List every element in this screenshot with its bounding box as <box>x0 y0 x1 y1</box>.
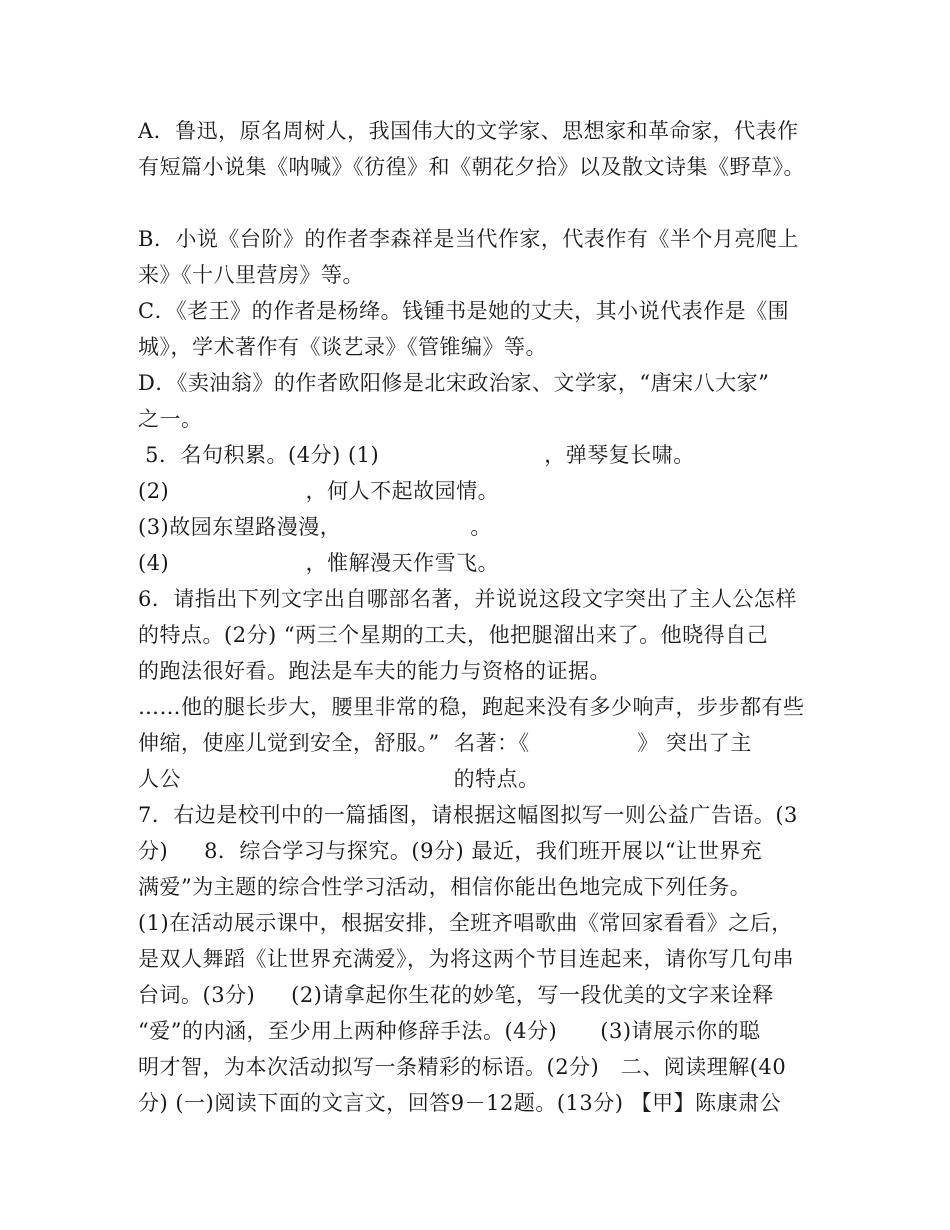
question-6-line-4: ……他的腿长步大，腰里非常的稳，跑起来没有多少响声，步步都有些 <box>138 695 805 719</box>
question-8-line-2: 满爱”为主题的综合性学习活动，相信你能出色地完成下列任务。 <box>138 875 752 899</box>
question-8-line-5: 台词。(3分) (2)请拿起你生花的妙笔，写一段优美的文字来诠释 <box>138 983 774 1007</box>
option-a-line-1: A．鲁迅，原名周树人，我国伟大的文学家、思想家和革命家，代表作 <box>138 119 799 143</box>
question-8-line-3: (1)在活动展示课中，根据安排，全班齐唱歌曲《常回家看看》之后， <box>138 911 793 935</box>
question-6-line-6: 人公 的特点。 <box>138 767 540 791</box>
question-6-line-2: 的特点。(2分) “两三个星期的工夫，他把腿溜出来了。他晓得自己 <box>138 623 769 647</box>
question-7-line-1: 7．右边是校刊中的一篇插图，请根据这幅图拟写一则公益广告语。(3 <box>138 803 798 827</box>
question-5-line-4: (4) ，惟解漫天作雪飞。 <box>138 551 500 575</box>
question-6-line-3: 的跑法很好看。跑法是车夫的能力与资格的证据。 <box>138 659 611 683</box>
reading-section-line-2: 分) (一)阅读下面的文言文，回答9－12题。(13分) 【甲】陈康肃公 <box>138 1091 782 1115</box>
question-5-line-3: (3)故园东望路漫漫， 。 <box>138 515 492 539</box>
option-b-line-2: 来》《十八里营房》等。 <box>138 263 364 287</box>
question-5-line-2: (2) ，何人不起故园情。 <box>138 479 500 503</box>
question-8-line-6: “爱”的内涵，至少用上两种修辞手法。(4分) (3)请展示你的聪 <box>138 1019 761 1043</box>
reading-section-line-1: 明才智，为本次活动拟写一条精彩的标语。(2分) 二、阅读理解(40 <box>138 1055 787 1079</box>
option-d-line-2: 之一。 <box>138 407 203 431</box>
option-c-line-1: C．《老王》的作者是杨绛。钱锺书是她的丈夫，其小说代表作是《围 <box>138 299 790 323</box>
question-6-line-5: 伸缩，使座儿觉到安全，舒服。” 名著：《 》 突出了主 <box>138 731 752 755</box>
question-8-line-4: 是双人舞蹈《让世界充满爱》，为将这两个节目连起来，请你写几句串 <box>138 947 794 971</box>
option-a-line-2: 有短篇小说集《呐喊》《彷徨》和《朝花夕拾》以及散文诗集《野草》。 <box>138 155 805 179</box>
question-5-line-1: 5．名句积累。(4分) (1) ，弹琴复长啸。 <box>138 443 695 467</box>
option-c-line-2: 城》，学术著作有《谈艺录》《管锥编》等。 <box>138 335 547 359</box>
question-6-line-1: 6．请指出下列文字出自哪部名著，并说说这段文字突出了主人公怎样 <box>138 587 797 611</box>
option-b-line-1: B．小说《台阶》的作者李森祥是当代作家，代表作有《半个月亮爬上 <box>138 227 799 251</box>
question-8-line-1: 分) 8．综合学习与探究。(9分) 最近，我们班开展以“让世界充 <box>138 839 763 863</box>
option-d-line-1: D．《卖油翁》的作者欧阳修是北宋政治家、文学家，“唐宋八大家” <box>138 371 770 395</box>
